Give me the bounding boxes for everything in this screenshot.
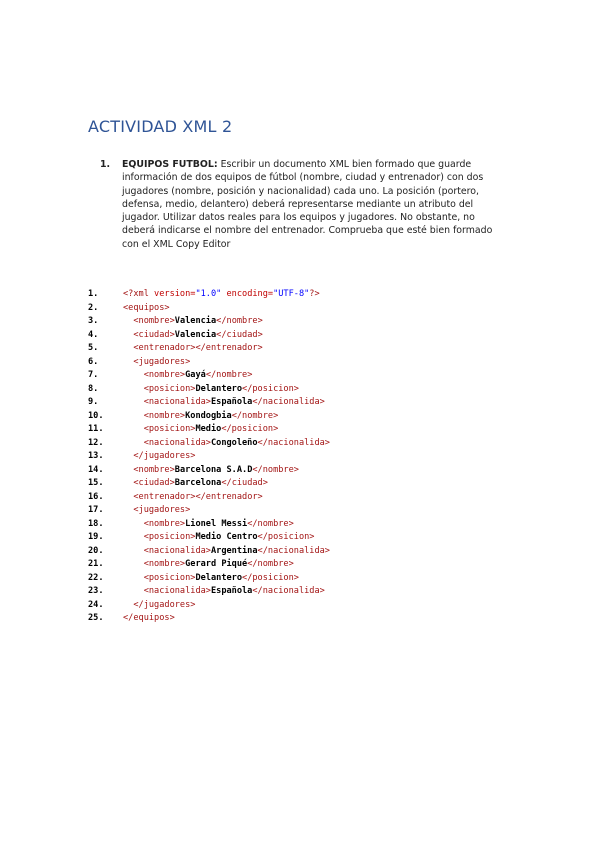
xml-open-tag: <posicion>: [143, 383, 196, 394]
xml-close-tag: </nombre>: [231, 410, 279, 421]
xml-open-tag: <equipos>: [123, 302, 170, 313]
code-source: [123, 504, 190, 518]
xml-attr-value: "1.0": [195, 289, 222, 299]
xml-text: Delantero: [195, 383, 243, 394]
code-source: [123, 288, 320, 302]
xml-close-tag: </posicion>: [242, 572, 299, 583]
line-number: 3.: [88, 316, 99, 326]
code-source: [123, 356, 190, 370]
xml-open-tag: <posicion>: [143, 532, 196, 542]
line-number: 18.: [88, 518, 104, 529]
code-source: [123, 491, 263, 505]
xml-close-tag: </entrenador>: [195, 343, 263, 353]
xml-open-tag: <ciudad>: [133, 329, 175, 340]
code-source: [123, 572, 299, 586]
task-body: [122, 158, 500, 251]
line-number: 20.: [88, 545, 104, 556]
xml-open-tag: <nacionalida>: [143, 545, 211, 556]
xml-attr-name: version=: [154, 289, 196, 299]
code-source: [123, 369, 252, 383]
code-source: [123, 410, 278, 424]
xml-close-tag: </nacionalida>: [257, 545, 330, 556]
line-number: 11.: [88, 424, 104, 434]
xml-open-tag: <entrenador>: [133, 491, 196, 502]
xml-open-tag: <nacionalida>: [143, 586, 211, 596]
code-source: [123, 612, 175, 626]
xml-open-tag: <jugadores>: [133, 356, 191, 367]
xml-decl-end: ?>: [309, 289, 320, 299]
xml-open-tag: </jugadores>: [133, 599, 196, 610]
xml-text: Lionel Messi: [185, 518, 248, 529]
code-source: [123, 558, 294, 572]
xml-text: Kondogbia: [185, 410, 232, 421]
xml-close-tag: </nombre>: [252, 464, 299, 475]
code-source: [123, 302, 170, 316]
xml-open-tag: <posicion>: [143, 572, 196, 583]
xml-open-tag: <nombre>: [143, 410, 186, 421]
xml-text: Argentina: [210, 545, 258, 556]
code-source: [123, 464, 299, 478]
xml-open-tag: <posicion>: [143, 424, 196, 434]
xml-close-tag: </nacionalida>: [252, 397, 325, 407]
xml-decl-start: <?xml: [123, 289, 155, 299]
xml-text: Delantero: [195, 572, 243, 583]
line-number: 9.: [88, 397, 99, 407]
code-source: [123, 315, 263, 329]
line-number: 25.: [88, 613, 104, 623]
xml-close-tag: </ciudad>: [221, 478, 268, 488]
xml-close-tag: </posicion>: [242, 383, 299, 394]
xml-text: Española: [210, 397, 253, 407]
xml-close-tag: </nombre>: [205, 370, 253, 380]
xml-open-tag: <nombre>: [143, 559, 186, 569]
line-number: 15.: [88, 478, 104, 488]
task-item: [100, 158, 500, 251]
page-title: ACTIVIDAD XML 2: [88, 117, 233, 136]
line-number: 22.: [88, 572, 104, 583]
line-number: 8.: [88, 383, 99, 394]
xml-open-tag: <nacionalida>: [143, 397, 211, 407]
xml-text: Valencia: [174, 316, 217, 326]
line-number: 2.: [88, 302, 99, 313]
code-source: [123, 450, 195, 464]
code-source: [123, 396, 325, 410]
line-number: 10.: [88, 410, 104, 421]
code-source: [123, 342, 263, 356]
line-number: 21.: [88, 559, 104, 569]
line-number: 5.: [88, 343, 99, 353]
xml-open-tag: <nombre>: [133, 316, 175, 326]
code-source: [123, 437, 330, 451]
xml-text: Medio: [195, 424, 222, 434]
xml-open-tag: <ciudad>: [133, 478, 175, 488]
task-text: Escribir un documento XML bien formado que guarde información de dos equipos de fútbol (nombre, ciudad y entrenador) con dos jugadores (nombre, posición y nacionalidad) cada uno. La posición (portero, defensa, medio, delantero) deberá representarse mediante un atributo del jugador. Utilizar datos reales para los equipos y jugadores. No obstante, no deberá indicarse el nombre del entrenador. Comprueba que esté bien formado con el XML Copy Editor: [122, 159, 493, 250]
code-source: [123, 329, 263, 343]
line-number: 1.: [88, 289, 99, 299]
code-source: [123, 599, 195, 613]
line-number: 16.: [88, 491, 104, 502]
xml-close-tag: </posicion>: [257, 532, 315, 542]
xml-text: Barcelona S.A.D: [174, 464, 253, 475]
xml-open-tag: </equipos>: [123, 613, 175, 623]
xml-text: Medio Centro: [195, 532, 258, 542]
task-number: 1.: [100, 159, 111, 170]
code-source: [123, 531, 314, 545]
line-number: 13.: [88, 451, 104, 461]
xml-open-tag: <nacionalida>: [143, 437, 211, 448]
xml-open-tag: </jugadores>: [133, 451, 196, 461]
xml-text: Barcelona: [174, 478, 222, 488]
xml-open-tag: <nombre>: [143, 370, 186, 380]
xml-attr-value: "UTF-8": [273, 289, 310, 299]
xml-text: Congoleño: [210, 437, 258, 448]
xml-close-tag: </nacionalida>: [252, 586, 325, 596]
xml-open-tag: <nombre>: [133, 464, 175, 475]
line-number: 19.: [88, 532, 104, 542]
xml-text: Española: [210, 586, 253, 596]
xml-text: Gerard Piqué: [185, 559, 248, 569]
code-source: [123, 545, 330, 559]
line-number: 24.: [88, 599, 104, 610]
code-source: [123, 585, 325, 599]
xml-close-tag: </nombre>: [247, 518, 294, 529]
xml-close-tag: </nombre>: [247, 559, 294, 569]
xml-open-tag: <entrenador>: [133, 343, 196, 353]
xml-attr-name: encoding=: [221, 289, 274, 299]
code-source: [123, 518, 294, 532]
xml-close-tag: </nacionalida>: [257, 437, 330, 448]
xml-close-tag: </posicion>: [221, 424, 279, 434]
xml-text: Valencia: [174, 329, 217, 340]
xml-close-tag: </nombre>: [216, 316, 263, 326]
xml-text: Gayá: [185, 370, 206, 380]
line-number: 12.: [88, 437, 104, 448]
xml-open-tag: <nombre>: [143, 518, 186, 529]
line-number: 23.: [88, 586, 104, 596]
task-lead: EQUIPOS FUTBOL:: [122, 159, 218, 170]
xml-close-tag: </ciudad>: [216, 329, 263, 340]
line-number: 4.: [88, 329, 99, 340]
line-number: 6.: [88, 356, 99, 367]
xml-close-tag: </entrenador>: [195, 491, 263, 502]
line-number: 14.: [88, 464, 104, 475]
line-number: 17.: [88, 505, 104, 515]
xml-open-tag: <jugadores>: [133, 505, 191, 515]
line-number: 7.: [88, 370, 99, 380]
code-source: [123, 383, 299, 397]
code-source: [123, 423, 278, 437]
code-source: [123, 477, 268, 491]
